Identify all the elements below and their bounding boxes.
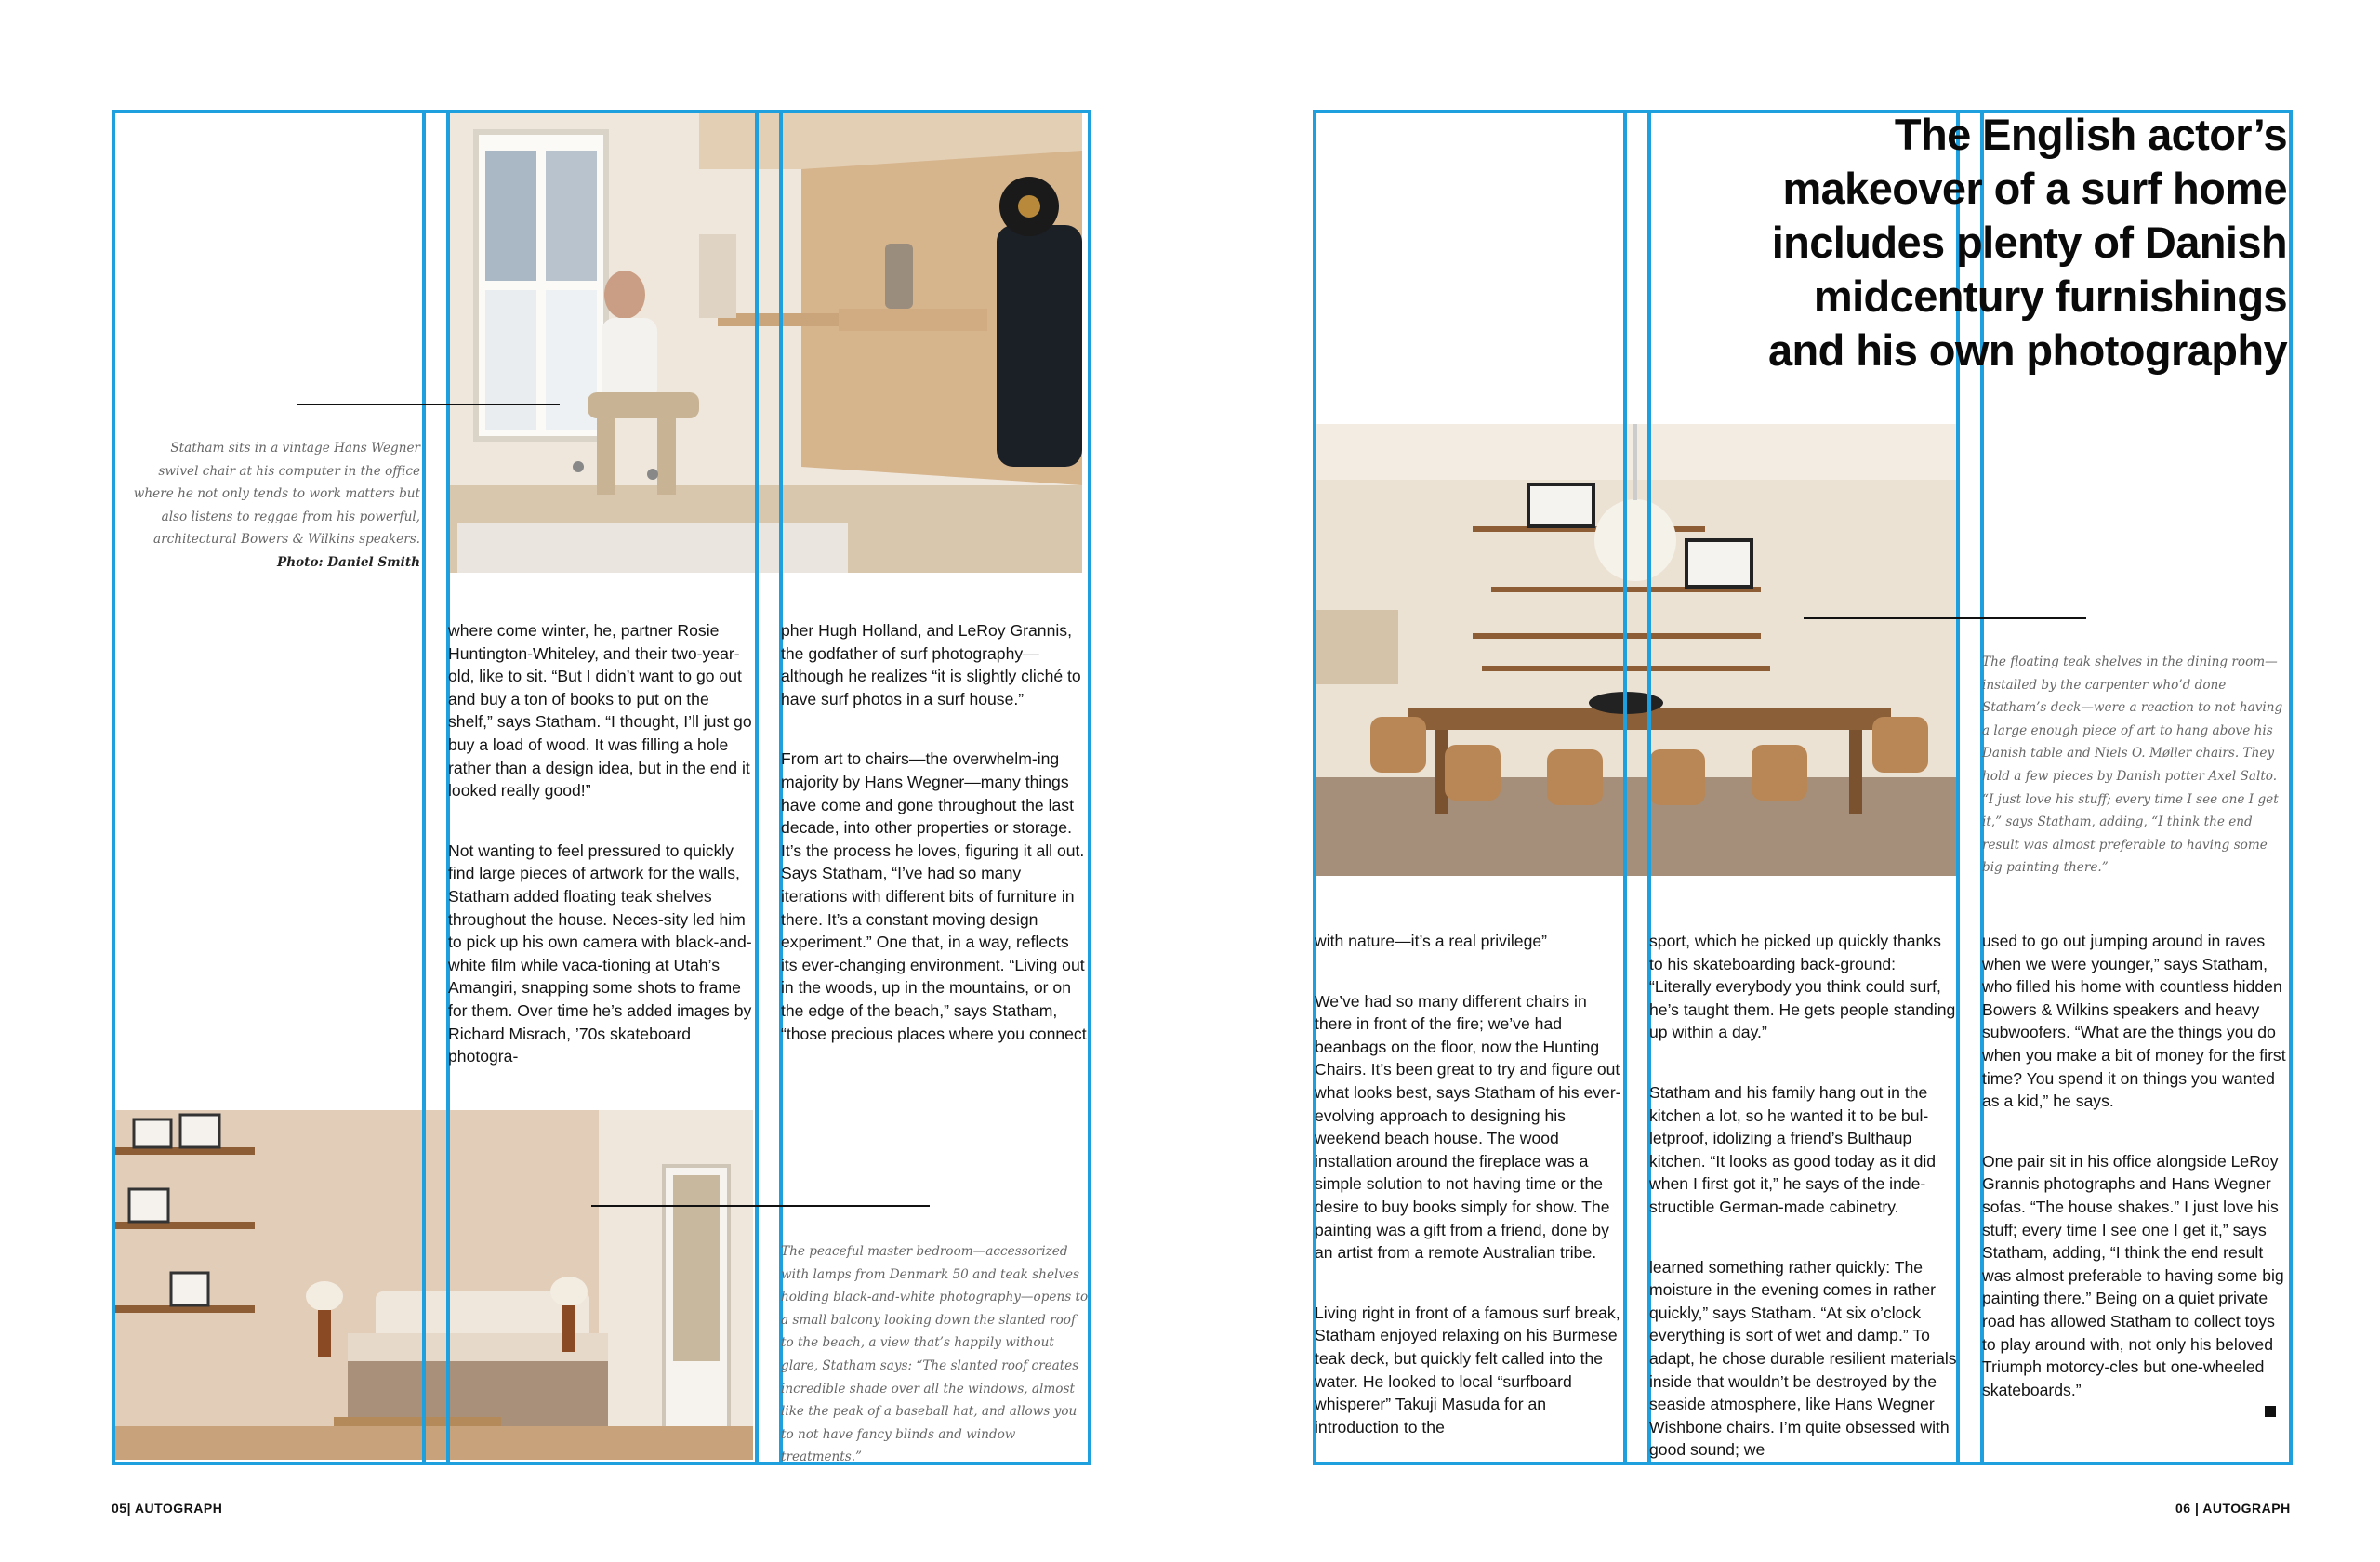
article-headline	[1636, 108, 2287, 377]
end-of-article-mark	[2265, 1406, 2276, 1417]
paragraph: sport, which he picked up quickly thanks to his skateboarding back-ground: “Literally everybody you think could surf, he’s taught them. He gets people standing up within a day.”	[1649, 932, 1956, 1042]
headline-line: includes plenty of Danish	[1771, 218, 2287, 267]
paragraph: We’ve had so many different chairs in there in front of the fire; we’ve had beanbags on the floor, now the Hunting Chairs. It’s been great to try and figure out what looks best, says Statham of his ever-evolving approach to designing his weekend beach house. The wood installation around the fireplace was a simple solution to not having time or the desire to buy books simply for show. The painting was a gift from a friend, done by an artist from a remote Australian tribe.	[1315, 991, 1621, 1263]
bedroom-photo-illustration	[115, 1110, 753, 1460]
right-column-1	[1315, 930, 1623, 1462]
paragraph: used to go out jumping around in raves when we were younger,” says Statham, who filled his home with countless hidden Bowers & Wilkins speakers and heavy subwoofers. “What are the things you do when you make a bit of money for the first time? You spend it on things you wanted as a kid,” he says.	[1982, 932, 2286, 1111]
left-column-1	[448, 619, 755, 1088]
grid-guide	[422, 112, 426, 1463]
office-photo-illustration	[448, 113, 1082, 573]
photo-credit: Photo: Daniel Smith	[277, 554, 420, 570]
paragraph: One pair sit in his office alongside LeRoy Grannis photographs and Hans Wegner sofas. “The house shakes.” I just love his stuff; every time I see one I get it,” says Statham, adding, “I think the end result was almost preferable to having some big painting there.” Being on a quiet private road has allowed Statham to collect toys to play around with, not only his beloved Triumph motorcy-cles but one-wheeled skateboards.”	[1982, 1151, 2284, 1399]
caption-text: Statham sits in a vintage Hans Wegner swivel chair at his computer in the office where he not only tends to work matters but also listens to reggae from his powerful, architectural Bowers & Wilkins speakers.	[133, 441, 420, 548]
paragraph: From art to chairs—the overwhelm-ing majority by Hans Wegner—many things have come and gone throughout the last decade, into other properties or storage. It’s the process he loves, figuring it all out. Says Statham, “I’ve had so many iterations with different bits of furniture in there. It’s a constant moving design experiment.” One that, in a way, reflects its ever-changing environment. “Living out in the woods, up in the mountains, or on the edge of the beach,” says Statham, “those precious places where you connect	[781, 749, 1087, 1043]
office-photo	[448, 113, 1082, 573]
right-column-3	[1982, 930, 2291, 1462]
bedroom-photo-caption: The peaceful master bedroom—accessorized with lamps from Denmark 50 and teak shelves holding black-and-white photography—opens to a small balcony looking down the slanted roof to the beach, a view that’s happily without glare, Statham says: “The slanted roof creates incredible shade over all the windows, almost like the peak of a baseball hat, and allows you to not have fancy blinds and window treatments.”	[781, 1244, 1089, 1463]
headline-line: The English actor’s	[1894, 110, 2287, 159]
paragraph: Not wanting to feel pressured to quickly find large pieces of artwork for the walls, Statham added floating teak shelves throughout the house. Neces-sity led him to pick up his own camera with black-and-white film while vaca-tioning at Utah’s Amangiri, snapping some shots to frame for them. Over time he’s added images by Richard Misrach, ’70s skateboard photogra-	[448, 841, 752, 1066]
grid-guide	[112, 110, 1091, 113]
paragraph: Statham and his family hang out in the kitchen a lot, so he wanted it to be bul-letproof, idolizing a friend’s Bulthaup kitchen. “It looks as good today as it did when I first got it,” he says of the inde-structible German-made cabinetry.	[1649, 1082, 1937, 1216]
paragraph: pher Hugh Holland, and LeRoy Grannis, the godfather of surf photography—although he realizes “it is slightly cliché to have surf photos in a surf house.”	[781, 621, 1081, 708]
caption-rule	[1804, 617, 2086, 619]
grid-guide	[1313, 1462, 2293, 1465]
dining-photo-illustration	[1315, 424, 1956, 876]
right-column-2	[1649, 930, 1958, 1462]
office-photo-caption	[130, 437, 420, 575]
paragraph: with nature—it’s a real privilege”	[1315, 932, 1548, 950]
grid-guide	[755, 112, 759, 1463]
right-folio: 06 | AUTOGRAPH	[2175, 1501, 2291, 1516]
paragraph: learned something rather quickly: The moisture in the evening comes in rather quickly,” says Statham. “At six o’clock everything is sort of wet and damp.” To adapt, he chose durable resilient materials inside that wouldn’t be destroyed by the seaside atmosphere, like Hans Wegner Wishbone chairs. I’m quite obsessed with good sound; we	[1649, 1257, 1957, 1460]
bedroom-photo	[115, 1110, 753, 1460]
dining-photo-caption: The floating teak shelves in the dining room—installed by the carpenter who’d done Statham’s deck—were a reaction to not having a large enough piece of art to hang above his Danish table and Niels O. Møller chairs. They hold a few pieces by Danish potter Axel Salto. “I just love his stuff; every time I see one I get it,” says Statham, adding, “I think the end result was almost preferable to having some big painting there.”	[1982, 655, 2283, 876]
left-folio: 05| AUTOGRAPH	[112, 1501, 223, 1516]
caption-rule	[298, 404, 560, 405]
headline-line: makeover of a surf home	[1782, 164, 2287, 213]
caption-rule	[591, 1205, 930, 1207]
headline-line: midcentury furnishings	[1813, 271, 2287, 321]
grid-guide	[112, 112, 115, 1463]
paragraph: Living right in front of a famous surf break, Statham enjoyed relaxing on his Burmese teak deck, but quickly felt called into the water. He looked to local “surfboard whisperer” Takuji Masuda for an introduction to the	[1315, 1303, 1620, 1436]
dining-photo	[1315, 424, 1956, 876]
left-column-2	[781, 619, 1090, 1088]
headline-line: and his own photography	[1767, 325, 2287, 375]
paragraph: where come winter, he, partner Rosie Huntington-Whiteley, and their two-year-old, like to sit. “But I didn’t want to go out and buy a ton of books to put on the shelf,” says Statham. “I thought, I’ll just go buy a load of wood. It was filling a hole rather than a design idea, but in the end it looked really good!”	[448, 621, 752, 801]
grid-guide	[1623, 112, 1627, 1463]
